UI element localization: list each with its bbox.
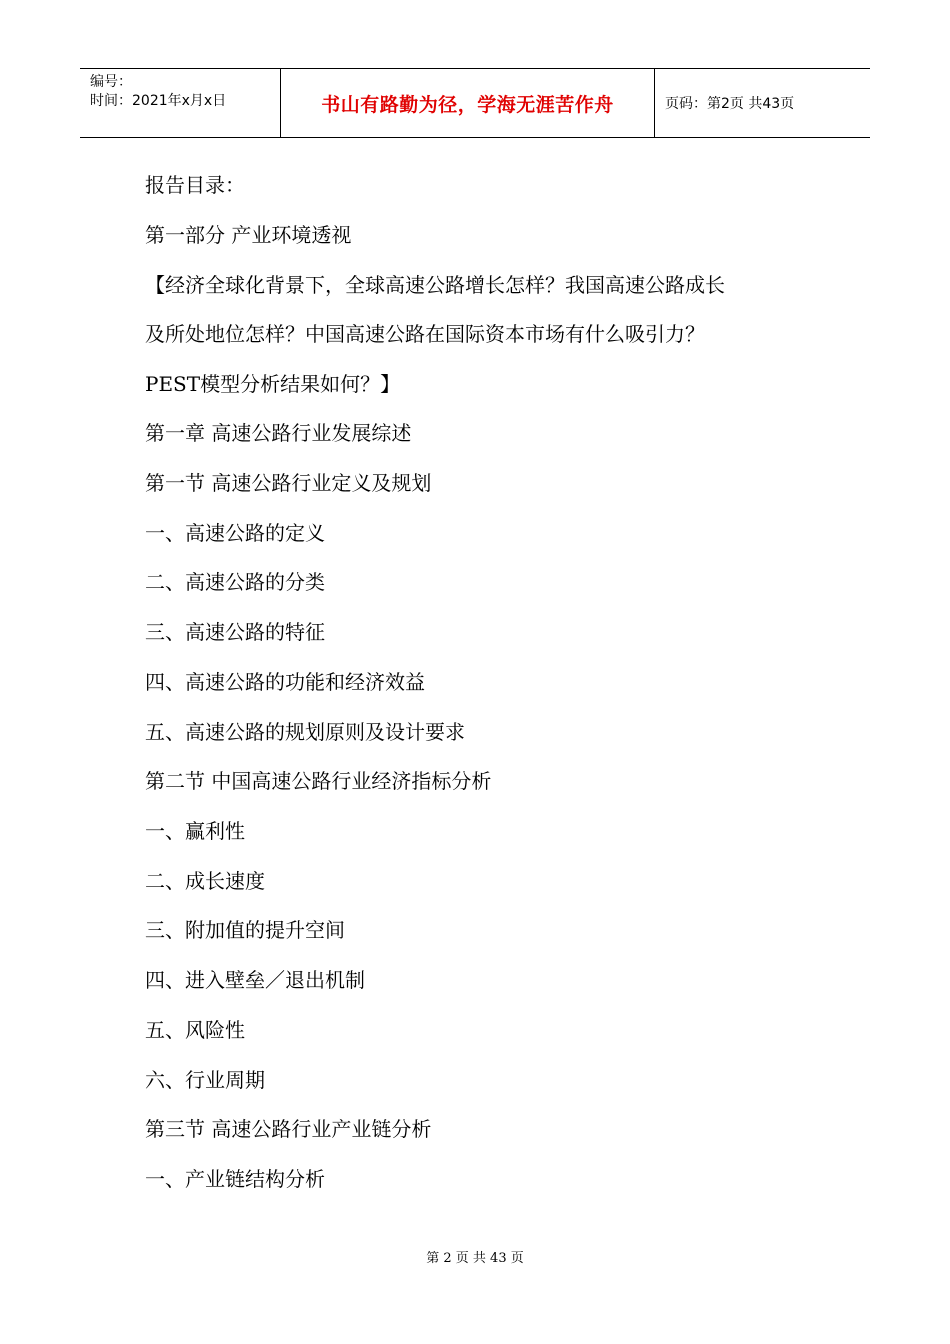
toc-item: 四、进入壁垒／退出机制 — [145, 968, 365, 992]
toc-item: 三、高速公路的特征 — [145, 620, 325, 644]
toc-item: 一、高速公路的定义 — [145, 521, 325, 545]
toc-part-summary-line: PEST模型分析结果如何？】 — [145, 372, 401, 396]
toc-heading: 报告目录： — [145, 173, 245, 197]
doc-time-label: 时间：2021年x月x日 — [90, 93, 227, 109]
toc-item: 六、行业周期 — [145, 1068, 265, 1092]
toc-item: 四、高速公路的功能和经济效益 — [145, 670, 425, 694]
toc-item: 一、产业链结构分析 — [145, 1167, 325, 1191]
header-motto: 书山有路勤为径，学海无涯苦作舟 — [281, 69, 655, 137]
toc-item: 五、高速公路的规划原则及设计要求 — [145, 720, 465, 744]
toc-item: 二、成长速度 — [145, 869, 265, 893]
toc-section-title: 第一节 高速公路行业定义及规划 — [145, 471, 432, 495]
toc-part-title: 第一部分 产业环境透视 — [145, 223, 352, 247]
toc-part-summary-line: 及所处地位怎样？中国高速公路在国际资本市场有什么吸引力？ — [145, 322, 705, 346]
toc-item: 一、赢利性 — [145, 819, 245, 843]
doc-id-label: 编号： — [90, 74, 132, 90]
toc-chapter-title: 第一章 高速公路行业发展综述 — [145, 421, 412, 445]
page-header — [80, 68, 870, 138]
toc-item: 三、附加值的提升空间 — [145, 918, 345, 942]
toc-item: 二、高速公路的分类 — [145, 570, 325, 594]
header-meta-cell — [80, 69, 281, 137]
toc-section-title: 第三节 高速公路行业产业链分析 — [145, 1117, 432, 1141]
toc-item: 五、风险性 — [145, 1018, 245, 1042]
toc-part-summary-line: 【经济全球化背景下，全球高速公路增长怎样？我国高速公路成长 — [145, 273, 725, 297]
header-page-info: 页码：第2页 共43页 — [665, 96, 795, 112]
toc-section-title: 第二节 中国高速公路行业经济指标分析 — [145, 769, 492, 793]
page-footer: 第 2 页 共 43 页 — [426, 1251, 524, 1266]
